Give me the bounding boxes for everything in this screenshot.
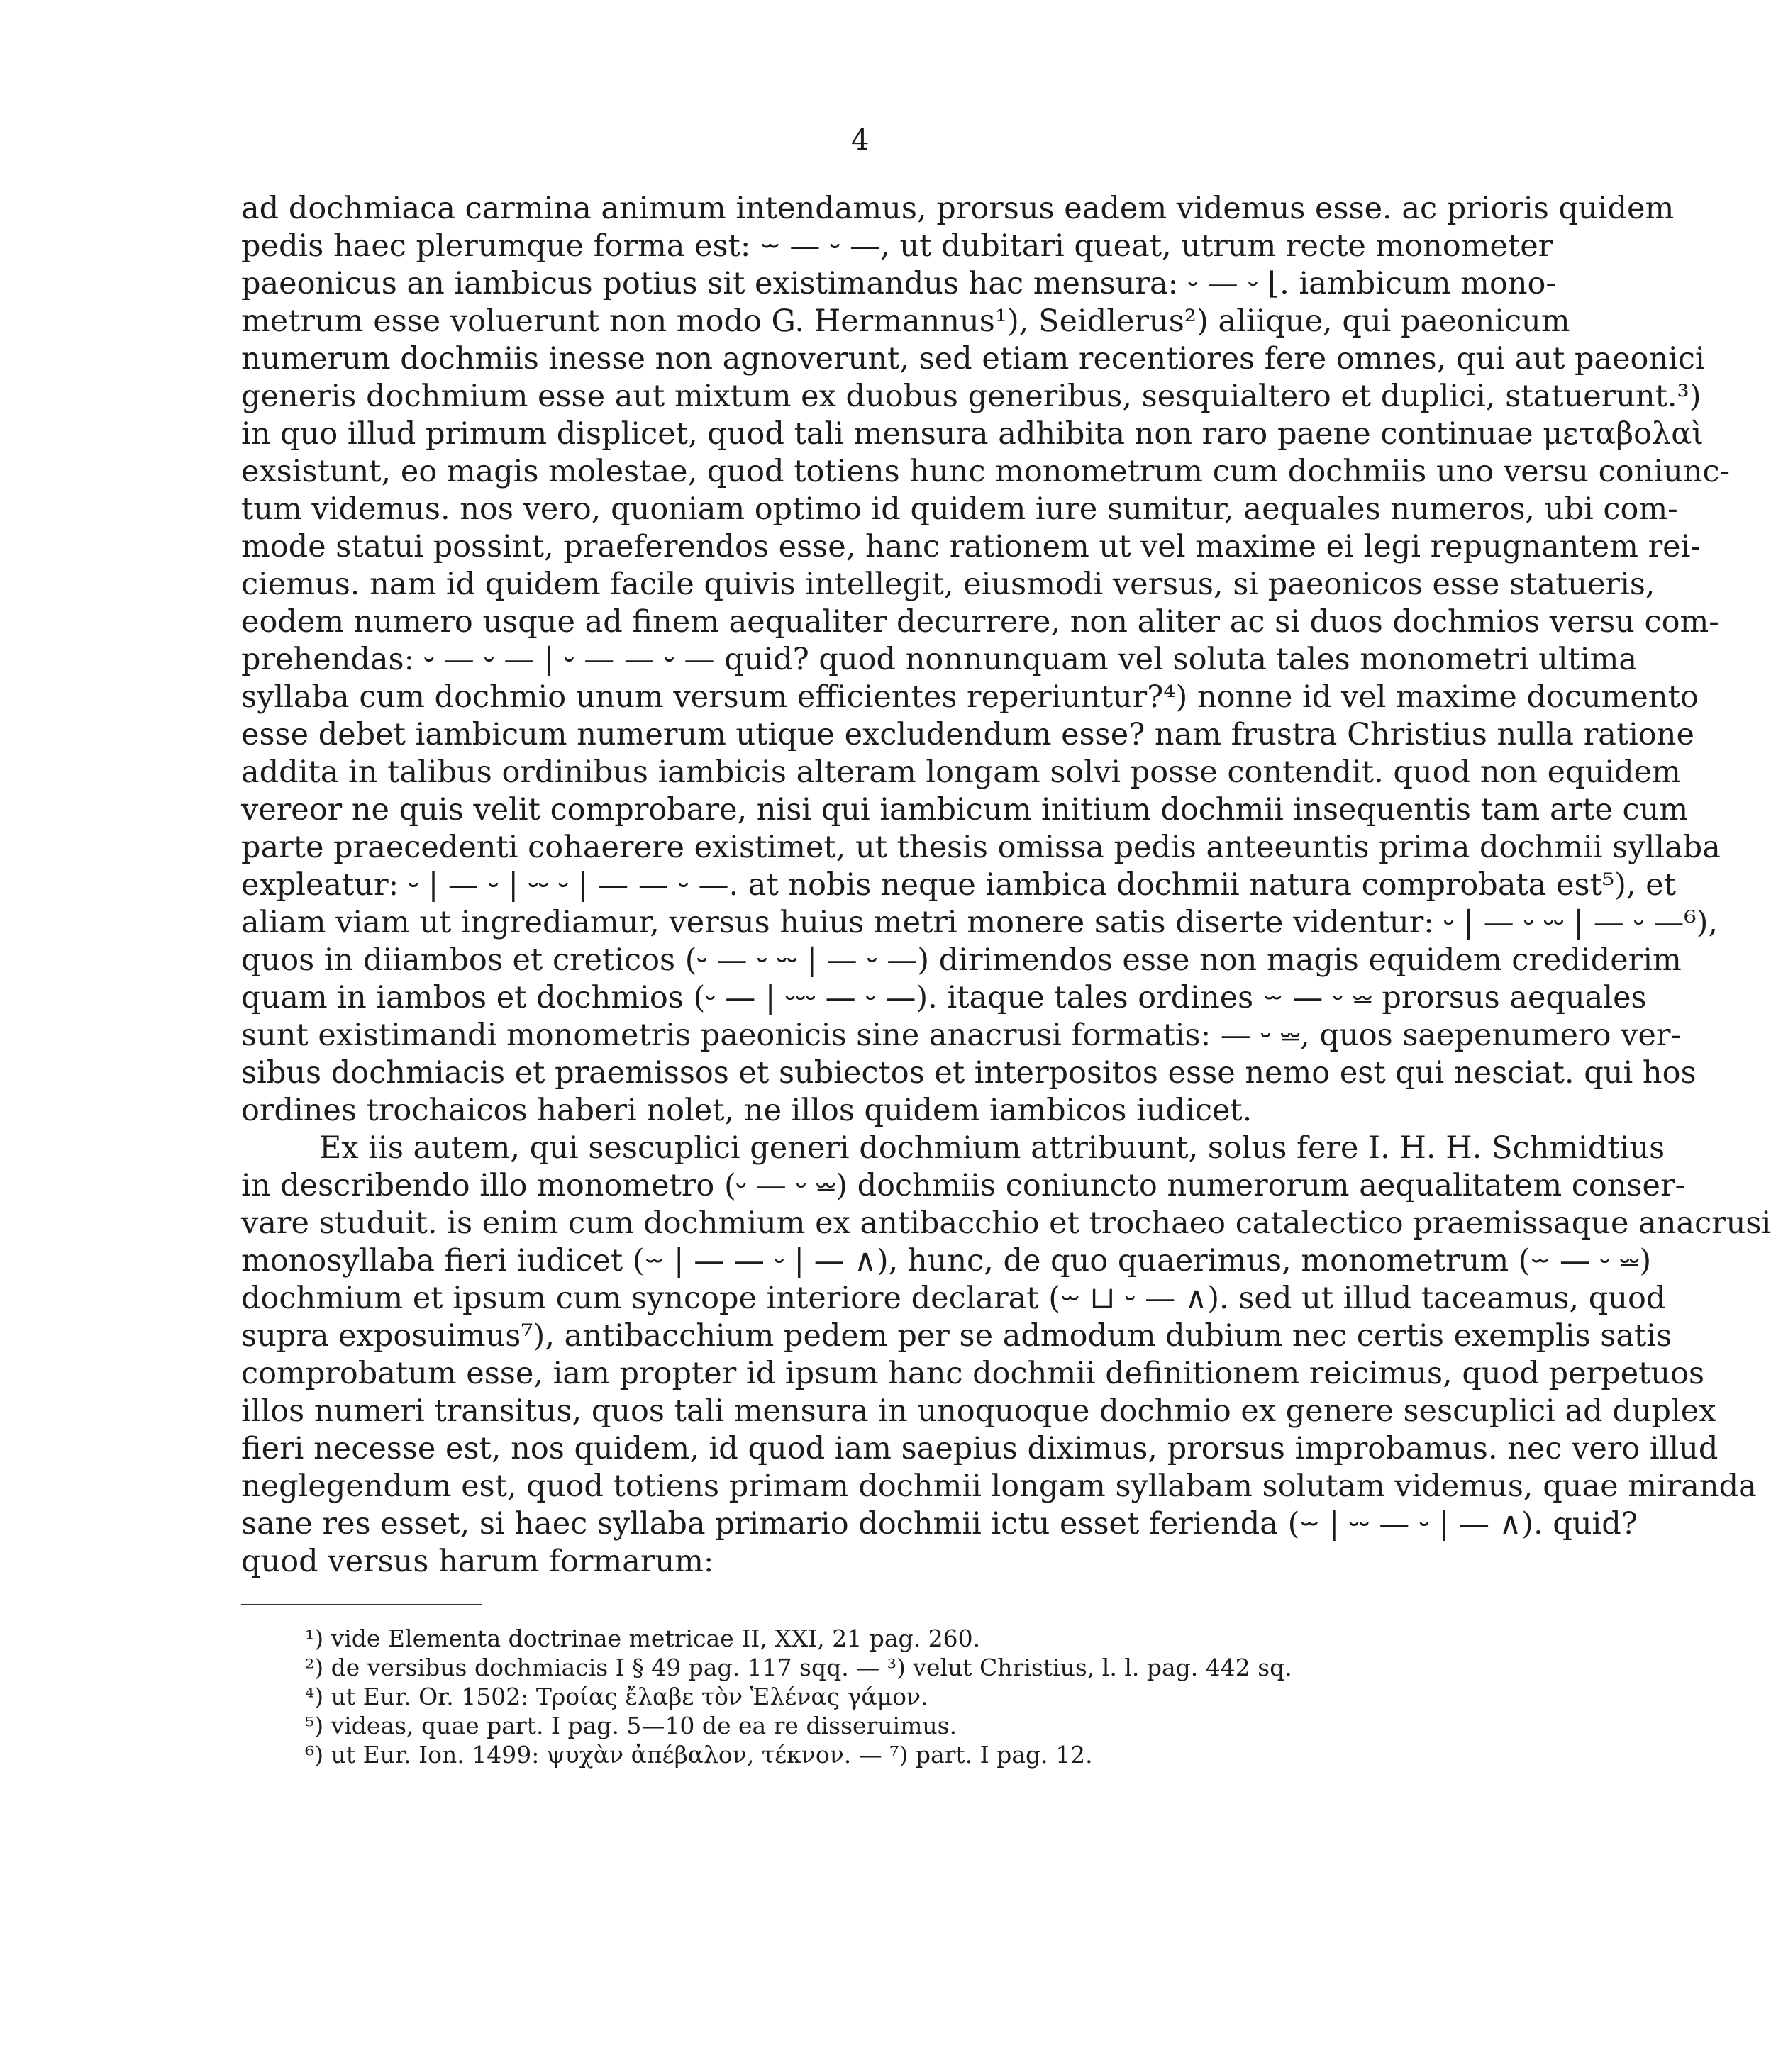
footnote-divider (241, 1604, 482, 1605)
footnote: ⁵) videas, quae part. I pag. 5—10 de ea re disseruimus. (305, 1712, 957, 1739)
text-line: eodem numero usque ad finem aequaliter decurrere, non aliter ac si duos dochmios versu com- (241, 604, 1719, 640)
text-line: dochmium et ipsum cum syncope interiore declarat (⏖ ⊔ ⏑ — ∧). sed ut illud taceamus, quod (241, 1281, 1666, 1316)
footnotes (305, 1624, 1511, 1769)
footnote: ¹) vide Elementa doctrinae metricae II, XXI, 21 pag. 260. (305, 1625, 981, 1652)
text-line: aliam viam ut ingrediamur, versus huius metri monere satis diserte videntur: ⏑ | — ⏑ ⏑⏑ | — ⏑ —⁶), (241, 905, 1719, 940)
text-line: neglegendum est, quod totiens primam dochmii longam syllabam solutam videmus, quae miranda (241, 1469, 1757, 1504)
text-line: in quo illud primum displicet, quod tali mensura adhibita non raro paene continuae μεταβολαὶ (241, 416, 1704, 452)
text-line: metrum esse voluerunt non modo G. Hermannus¹), Seidlerus²) aliique, qui paeonicum (241, 303, 1570, 339)
text-line: parte praecedenti cohaerere existimet, ut thesis omissa pedis anteeuntis prima dochmii syllaba (241, 830, 1721, 865)
text-line: in describendo illo monometro (⏑ — ⏑ ⏕) dochmiis coniuncto numerorum aequalitatem conser- (241, 1168, 1686, 1203)
page-number: 4 (851, 124, 870, 157)
text-line: esse debet iambicum numerum utique excludendum esse? nam frustra Christius nulla ratione (241, 717, 1694, 752)
text-line: ordines trochaicos haberi nolet, ne illos quidem iambicos iudicet. (241, 1093, 1253, 1128)
text-line: comprobatum esse, iam propter id ipsum hanc dochmii definitionem reicimus, quod perpetuos (241, 1356, 1705, 1391)
text-line: quod versus harum formarum: (241, 1544, 714, 1579)
footnote: ⁶) ut Eur. Ion. 1499: ψυχὰν ἀπέβαλον, τέκνον. — ⁷) part. I pag. 12. (305, 1741, 1093, 1769)
text-line: prehendas: ⏑ — ⏑ — | ⏑ — — ⏑ — quid? quod nonnunquam vel soluta tales monometri ultima (241, 642, 1637, 677)
text-line: quam in iambos et dochmios (⏑ — | ⏑⏑⏑ — ⏑ —). itaque tales ordines ⏖ — ⏑ ⏕ prorsus aequales (241, 980, 1647, 1015)
text-line: syllaba cum dochmio unum versum efficientes reperiuntur?⁴) nonne id vel maxime documento (241, 679, 1699, 715)
text-line: vare studuit. is enim cum dochmium ex antibacchio et trochaeo catalectico praemissaque anacrusi (241, 1205, 1771, 1241)
text-line: monosyllaba fieri iudicet (⏖ | — — ⏑ | — ∧), hunc, de quo quaerimus, monometrum (⏖ — ⏑ ⏕) (241, 1243, 1652, 1279)
text-line: addita in talibus ordinibus iambicis alteram longam solvi posse contendit. quod non equidem (241, 754, 1681, 790)
text-line: expleatur: ⏑ | — ⏑ | ⏑⏑ ⏑ | — — ⏑ —. at nobis neque iambica dochmii natura comprobata est⁵), et (241, 867, 1676, 903)
text-line: sibus dochmiacis et praemissos et subiectos et interpositos esse nemo est qui nesciat. qui hos (241, 1055, 1697, 1091)
text-line: exsistunt, eo magis molestae, quod totiens hunc monometrum cum dochmiis uno versu coniunc- (241, 454, 1731, 489)
text-line: fieri necesse est, nos quidem, id quod iam saepius diximus, prorsus improbamus. nec vero illud (241, 1431, 1719, 1466)
footnote: ⁴) ut Eur. Or. 1502: Τροίας ἔλαβε τὸν Ἑλένας γάμον. (305, 1683, 928, 1710)
text-line: mode statui possint, praeferendos esse, hanc rationem ut vel maxime ei legi repugnantem rei- (241, 529, 1701, 564)
text-line: sunt existimandi monometris paeonicis sine anacrusi formatis: — ⏑ ⏕, quos saepenumero ver- (241, 1018, 1681, 1053)
text-line: illos numeri transitus, quos tali mensura in unoquoque dochmio ex genere sescuplici ad duplex (241, 1393, 1716, 1429)
text-line: paeonicus an iambicus potius sit existimandus hac mensura: ⏑ — ⏑ ⌊. iambicum mono- (241, 266, 1556, 301)
text-line: vereor ne quis velit comprobare, nisi qui iambicum initium dochmii insequentis tam arte cum (241, 792, 1689, 828)
text-line: quos in diiambos et creticos (⏑ — ⏑ ⏑⏑ | — ⏑ —) dirimendos esse non magis equidem crediderim (241, 942, 1682, 978)
text-line: ad dochmiaca carmina animum intendamus, prorsus eadem videmus esse. ac prioris quidem (241, 191, 1675, 226)
text-line: tum videmus. nos vero, quoniam optimo id quidem iure sumitur, aequales numeros, ubi com- (241, 491, 1678, 527)
body-text (241, 190, 1771, 1581)
text-line: ciemus. nam id quidem facile quivis intellegit, eiusmodi versus, si paeonicos esse statueris, (241, 567, 1655, 602)
text-line: supra exposuimus⁷), antibacchium pedem per se admodum dubium nec certis exemplis satis (241, 1318, 1672, 1354)
text-line: numerum dochmiis inesse non agnoverunt, sed etiam recentiores fere omnes, qui aut paeonici (241, 341, 1705, 377)
footnote: ²) de versibus dochmiacis I § 49 pag. 117 sqq. — ³) velut Christius, l. l. pag. 442 sq. (305, 1654, 1292, 1681)
text-line: sane res esset, si haec syllaba primario dochmii ictu esset ferienda (⏖ | ⏑⏑ — ⏑ | — ∧). quid? (241, 1506, 1638, 1542)
text-line: Ex iis autem, qui sescuplici generi dochmium attribuunt, solus fere I. H. H. Schmidtius (319, 1130, 1665, 1166)
text-line: pedis haec plerumque forma est: ⏖ — ⏑ —, ut dubitari queat, utrum recte monometer (241, 228, 1553, 264)
text-line: generis dochmium esse aut mixtum ex duobus generibus, sesquialtero et duplici, statuerunt.³) (241, 379, 1701, 414)
